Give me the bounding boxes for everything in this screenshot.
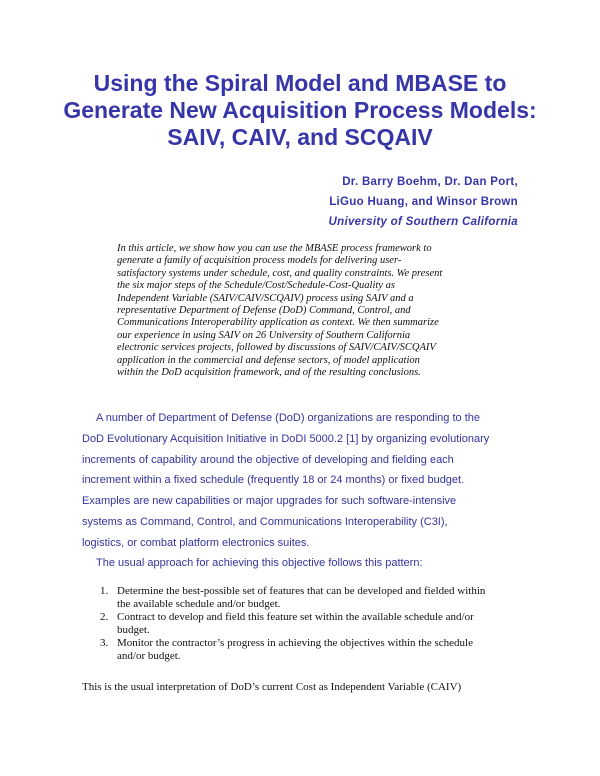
- abstract-line: our experience in using SAIV on 26 University of Southern California: [117, 329, 411, 341]
- abstract-line: satisfactory systems under schedule, cost, and quality constraints. We present: [117, 267, 443, 279]
- paragraph-line: A number of Department of Defense (DoD) organizations are responding to the: [96, 412, 480, 424]
- affiliation: University of Southern California: [328, 216, 518, 228]
- paragraph-line: logistics, or combat platform electronics suites.: [82, 536, 310, 549]
- article-title: [40, 70, 560, 151]
- list-item-line: Monitor the contractor’s progress in achieving the objectives within the schedule: [117, 637, 473, 649]
- paragraph-line: DoD Evolutionary Acquisition Initiative in DoDI 5000.2 [1] by organizing evolutionary: [82, 432, 490, 445]
- list-item: [100, 585, 540, 611]
- list-item-line: Contract to develop and field this feature set within the available schedule and/or: [117, 611, 474, 623]
- author-line: Dr. Barry Boehm, Dr. Dan Port,: [342, 176, 518, 188]
- abstract: [117, 243, 487, 379]
- paragraph-line: systems as Command, Control, and Communications Interoperability (C3I),: [82, 515, 448, 528]
- list-item: [100, 637, 540, 663]
- list-number: 1.: [100, 585, 109, 597]
- abstract-line: application in the commercial and defense sectors, of model application: [117, 354, 420, 366]
- author-line: LiGuo Huang, and Winsor Brown: [329, 196, 518, 208]
- intro-paragraph: [82, 408, 522, 554]
- abstract-line: Communications Interoperability application as context. We then summarize: [117, 317, 439, 329]
- title-line: SAIV, CAIV, and SCQAIV: [167, 124, 433, 150]
- abstract-line: In this article, we show how you can use the MBASE process framework to: [117, 243, 432, 254]
- closing-line: This is the usual interpretation of DoD’s current Cost as Independent Variable (CAIV): [82, 681, 462, 693]
- list-item-line: budget.: [117, 624, 150, 636]
- paragraph-line: increments of capability around the objective of developing and fielding each: [82, 453, 454, 466]
- approach-paragraph: [82, 553, 522, 574]
- list-item-line: Determine the best-possible set of features that can be developed and fielded within: [117, 585, 486, 597]
- title-line: Generate New Acquisition Process Models:: [63, 97, 537, 123]
- steps-list: [100, 585, 540, 663]
- paragraph-line: Examples are new capabilities or major upgrades for such software-intensive: [82, 495, 457, 508]
- abstract-line: Independent Variable (SAIV/CAIV/SCQAIV) process using SAIV and a: [117, 292, 414, 304]
- list-item-line: and/or budget.: [117, 650, 181, 662]
- list-item: [100, 611, 540, 637]
- abstract-line: representative Department of Defense (DoD) Command, Control, and: [117, 305, 411, 317]
- abstract-line: generate a family of acquisition process models for delivering user-: [117, 255, 402, 267]
- list-number: 3.: [100, 637, 109, 649]
- paragraph-line: The usual approach for achieving this objective follows this pattern:: [96, 557, 423, 569]
- abstract-line: within the DoD acquisition framework, and of the resulting conclusions.: [117, 367, 421, 379]
- abstract-line: the six major steps of the Schedule/Cost/Schedule-Cost-Quality as: [117, 280, 395, 292]
- paragraph-line: increment within a fixed schedule (frequently 18 or 24 months) or fixed budget.: [82, 474, 465, 487]
- title-line: Using the Spiral Model and MBASE to: [93, 70, 507, 96]
- abstract-line: electronic services projects, followed by discussions of SAIV/CAIV/SCQAIV: [117, 342, 436, 354]
- author-block: [329, 172, 518, 232]
- list-item-line: the available schedule and/or budget.: [117, 598, 281, 610]
- list-number: 2.: [100, 611, 109, 623]
